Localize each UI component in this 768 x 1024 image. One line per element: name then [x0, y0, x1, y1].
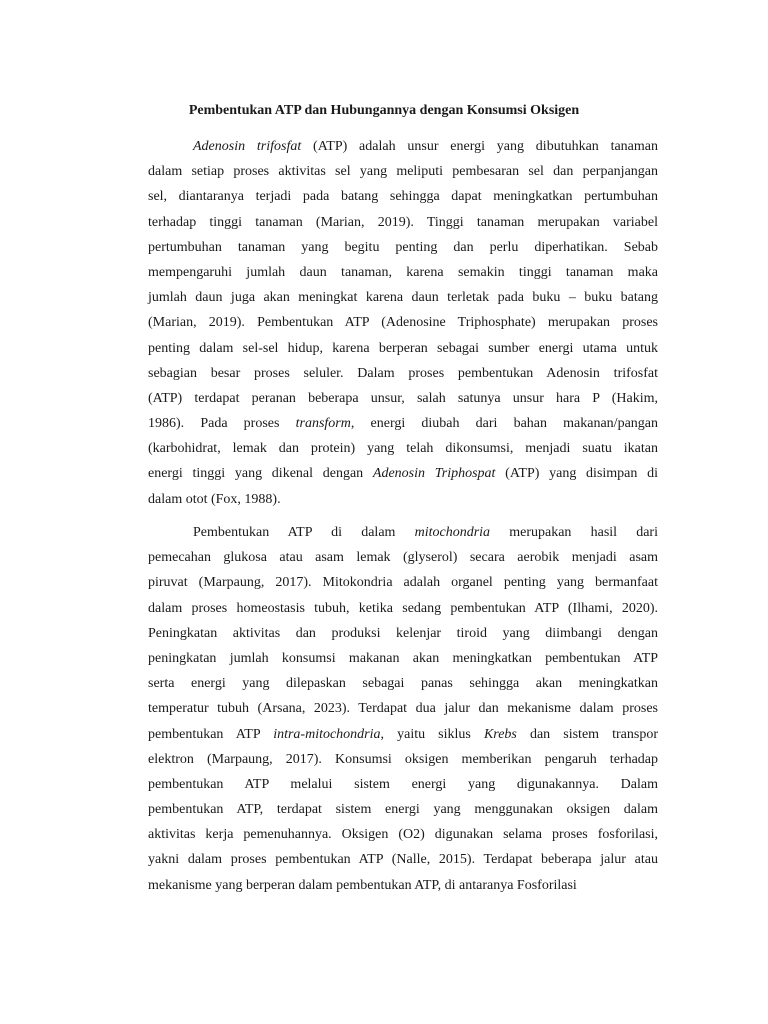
italic-term: mitochondria	[414, 525, 491, 540]
text-line	[148, 361, 658, 386]
text-run: dalam proses homeostasis tubuh, ketika sedang pembentukan ATP (Ilhami, 2020).	[148, 600, 658, 616]
text-run: 1986). Pada proses	[148, 416, 296, 432]
text-run: (ATP) terdapat peranan beberapa unsur, salah satunya unsur hara P (Hakim,	[148, 390, 658, 406]
text-line	[148, 184, 658, 209]
text-line	[148, 596, 658, 621]
text-line	[148, 285, 658, 310]
text-run: energi tinggi yang dikenal dengan	[148, 466, 373, 482]
paragraph	[148, 520, 658, 898]
text-run: pembentukan ATP melalui sistem energi yang digunakannya. Dalam	[148, 776, 658, 792]
text-line	[148, 873, 658, 898]
text-run: penting dalam sel-sel hidup, karena berperan sebagai sumber energi utama untuk	[148, 340, 658, 356]
text-run: , yaitu siklus	[380, 726, 484, 742]
text-run: aktivitas kerja pemenuhannya. Oksigen (O2) digunakan selama proses fosforilasi,	[148, 827, 658, 843]
text-line	[148, 797, 658, 822]
text-line	[148, 747, 658, 772]
text-line	[148, 159, 658, 184]
text-run: dan sistem transpor	[516, 726, 658, 742]
text-run: terhadap tinggi tanaman (Marian, 2019). Tinggi tanaman merupakan variabel	[148, 214, 658, 230]
text-run: Pembentukan ATP di dalam	[193, 525, 415, 540]
italic-term: transform	[295, 416, 351, 432]
text-line	[148, 520, 658, 545]
text-line	[148, 646, 658, 671]
text-line	[148, 461, 658, 486]
text-line	[148, 772, 658, 797]
text-line	[148, 822, 658, 847]
document-title: Pembentukan ATP dan Hubungannya dengan Konsumsi Oksigen	[188, 103, 580, 118]
text-run: , energi diubah dari bahan makanan/pangan	[350, 416, 659, 432]
italic-term: Krebs	[483, 726, 517, 742]
text-run: pembentukan ATP	[148, 726, 274, 742]
text-line	[148, 545, 658, 570]
italic-term: intra-mitochondria	[273, 726, 381, 742]
text-run: (karbohidrat, lemak dan protein) yang telah dikonsumsi, menjadi suatu ikatan	[148, 441, 658, 457]
text-run: pembentukan ATP, terdapat sistem energi yang menggunakan oksigen dalam	[148, 802, 658, 818]
text-line	[148, 487, 658, 512]
text-run: (Marian, 2019). Pembentukan ATP (Adenosine Triphosphate) merupakan proses	[148, 315, 658, 331]
text-run: dalam otot (Fox, 1988).	[148, 491, 281, 507]
text-run: peningkatan jumlah konsumsi makanan akan meningkatkan pembentukan ATP	[148, 650, 658, 666]
text-run: pertumbuhan tanaman yang begitu penting dan perlu diperhatikan. Sebab	[148, 239, 658, 255]
text-run: sel, diantaranya terjadi pada batang sehingga dapat meningkatkan pertumbuhan	[148, 189, 658, 205]
text-line	[148, 386, 658, 411]
text-line	[148, 436, 658, 461]
text-run: pemecahan glukosa atau asam lemak (glyserol) secara aerobik menjadi asam	[148, 550, 658, 566]
text-line	[148, 671, 658, 696]
text-line	[148, 134, 658, 159]
text-line	[148, 235, 658, 260]
text-run: serta energi yang dilepaskan sebagai panas sehingga akan meningkatkan	[148, 676, 658, 692]
text-run: (ATP) adalah unsur energi yang dibutuhkan tanaman	[301, 139, 659, 154]
text-line	[148, 260, 658, 285]
text-run: temperatur tubuh (Arsana, 2023). Terdapat dua jalur dan mekanisme dalam proses	[148, 701, 658, 717]
text-line	[148, 722, 658, 747]
text-line	[148, 621, 658, 646]
text-run: sebagian besar proses seluler. Dalam proses pembentukan Adenosin trifosfat	[148, 365, 658, 381]
text-run: jumlah daun juga akan meningkat karena daun terletak pada buku – buku batang	[148, 290, 658, 306]
text-line	[148, 570, 658, 595]
text-run: mekanisme yang berperan dalam pembentukan ATP, di antaranya Fosforilasi	[148, 877, 577, 893]
text-run: (ATP) yang disimpan di	[495, 466, 659, 482]
text-line	[148, 411, 658, 436]
text-run: merupakan hasil dari	[490, 525, 658, 540]
text-line	[148, 336, 658, 361]
italic-term: Adenosin trifosfat	[193, 139, 302, 154]
text-run: elektron (Marpaung, 2017). Konsumsi oksigen memberikan pengaruh terhadap	[148, 751, 658, 767]
text-line	[148, 696, 658, 721]
text-line	[148, 310, 658, 335]
text-line	[148, 210, 658, 235]
text-run: Peningkatan aktivitas dan produksi kelenjar tiroid yang diimbangi dengan	[148, 625, 658, 641]
text-run: yakni dalam proses pembentukan ATP (Nalle, 2015). Terdapat beberapa jalur atau	[148, 852, 658, 868]
text-run: piruvat (Marpaung, 2017). Mitokondria adalah organel penting yang bermanfaat	[148, 575, 658, 591]
text-line	[148, 847, 658, 872]
text-run: mempengaruhi jumlah daun tanaman, karena semakin tinggi tanaman maka	[148, 264, 658, 280]
italic-term: Adenosin Triphospat	[372, 466, 496, 482]
paragraph	[148, 134, 658, 512]
text-run: dalam setiap proses aktivitas sel yang meliputi pembesaran sel dan perpanjangan	[148, 164, 658, 180]
